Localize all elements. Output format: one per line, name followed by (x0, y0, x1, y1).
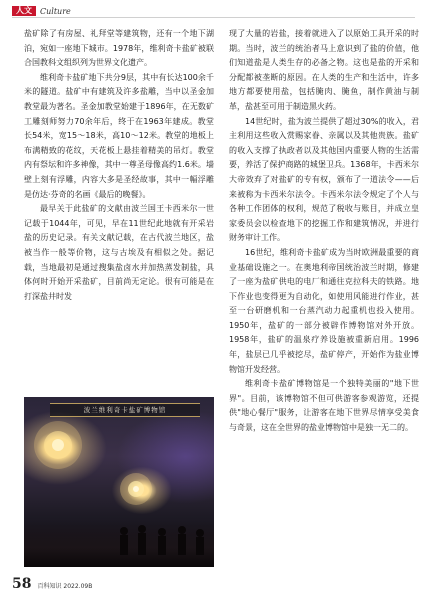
section-header (12, 6, 71, 16)
paragraph: 现了大量的岩盐，接着就进入了以原始工具开采的时期。当时，波兰的统治者马上意识到了盐的价值，他们知道盐是人类生存的必备之物。这也是盐的开采和分配都被垄断的原因。在人类的生产和生活中，许多地方都要使用盐，包括腌肉、腌鱼，制作黄油与制革，盐甚至可用于制造黑火药。 (229, 29, 419, 111)
left-column (24, 27, 214, 304)
chandelier-center-icon (116, 469, 156, 509)
section-tag: 人文 (12, 6, 36, 16)
salt-mine-museum-photo (24, 397, 214, 567)
paragraph: 最早关于此盐矿的文献由波兰国王卡西米尔一世记载于1044年，可见，早在11世纪此地就有开采岩盐的历史记录。有关文献记载，在古代波兰地区，盐被当作一般等价物，这与古埃及有相似之处。据记载，当地最初是通过搜集盐卤水并加热蒸发制盐，具体何时开始开采盐矿，目前尚无定论。很有可能是在打深盐井时发 (24, 204, 214, 301)
section-english-label: Culture (40, 6, 71, 16)
journal-label: 百科知识 2022.09B (37, 583, 93, 590)
chandelier-left-icon (28, 415, 88, 475)
page-number: 58 (12, 576, 32, 592)
paragraph: 维利奇卡盐矿博物馆是一个独特美丽的"地下世界"。目前，该博物馆不但可供游客参观游览，还提供"地心餐厅"服务，让游客在地下世界尽情享受美食与奇景，这在全世界的盐业博物馆中是独一无二的。 (229, 379, 419, 433)
header-divider (12, 17, 415, 18)
paragraph: 盐矿除了有房屋、礼拜堂等建筑物，还有一个地下湖泊，宛如一座地下城市。1978年，维利奇卡盐矿被联合国教科文组织列为世界文化遗产。 (24, 29, 214, 68)
right-column (229, 27, 419, 436)
page-footer (12, 576, 92, 592)
paragraph: 维利奇卡盐矿地下共分9层，其中有长达100余千米的隧道。盐矿中有建筑及许多盐雕，当中以圣金加教堂最为著名。圣金加教堂始建于1896年，在无数矿工雕刻师努力70余年后，终于在1963年建成。教堂长54米，宽15～18米，高10～12米。教堂的地板上布满精致的花纹，天花板上悬挂着精美的吊灯。教堂内有祭坛和许多神像，其中一尊圣母像高约1.6米。墙壁上刻有浮雕，内容大多是圣经故事，其中一幅浮雕是仿达·芬奇的名画《最后的晚餐》。 (24, 72, 214, 199)
orchestra-silhouettes (114, 517, 214, 557)
photo-caption: 波兰维利奇卡盐矿博物馆 (50, 403, 200, 417)
paragraph: 16世纪，维利奇卡盐矿成为当时欧洲最重要的商业基础设施之一。在奥地利帝国统治波兰时期，修建了一座为盐矿供电的电厂和通往克拉科夫的铁路。地下作业也变得更为自动化，如使用风能进行作业，甚至一台研磨机和一台蒸汽动力起重机也投入使用。1950年，盐矿的一部分被辟作博物馆对外开放。1958年，盐矿的温泉疗养设施被重新启用。1996年，盐层已几乎被挖尽，盐矿停产，开始作为盐业博物馆开发经营。 (229, 247, 419, 374)
paragraph: 14世纪时，盐为波兰提供了超过30%的收入，君主利用这些收入赏赐家眷、亲属以及其他贵族。盐矿的收入支撑了执政者以及其他国内重要人物的生活需要，养活了保护商路的城堡卫兵。1368年，卡西米尔大帝效弃了对盐矿的专有权，颁布了一道法令——后来被称为卡西米尔法令。卡西米尔法令规定了个人与各种工作团体的权利，规范了税收与账目，并成立皇家委员会以检查地下的挖掘工作和建筑情况，并进行财务审计工作。 (229, 116, 419, 243)
